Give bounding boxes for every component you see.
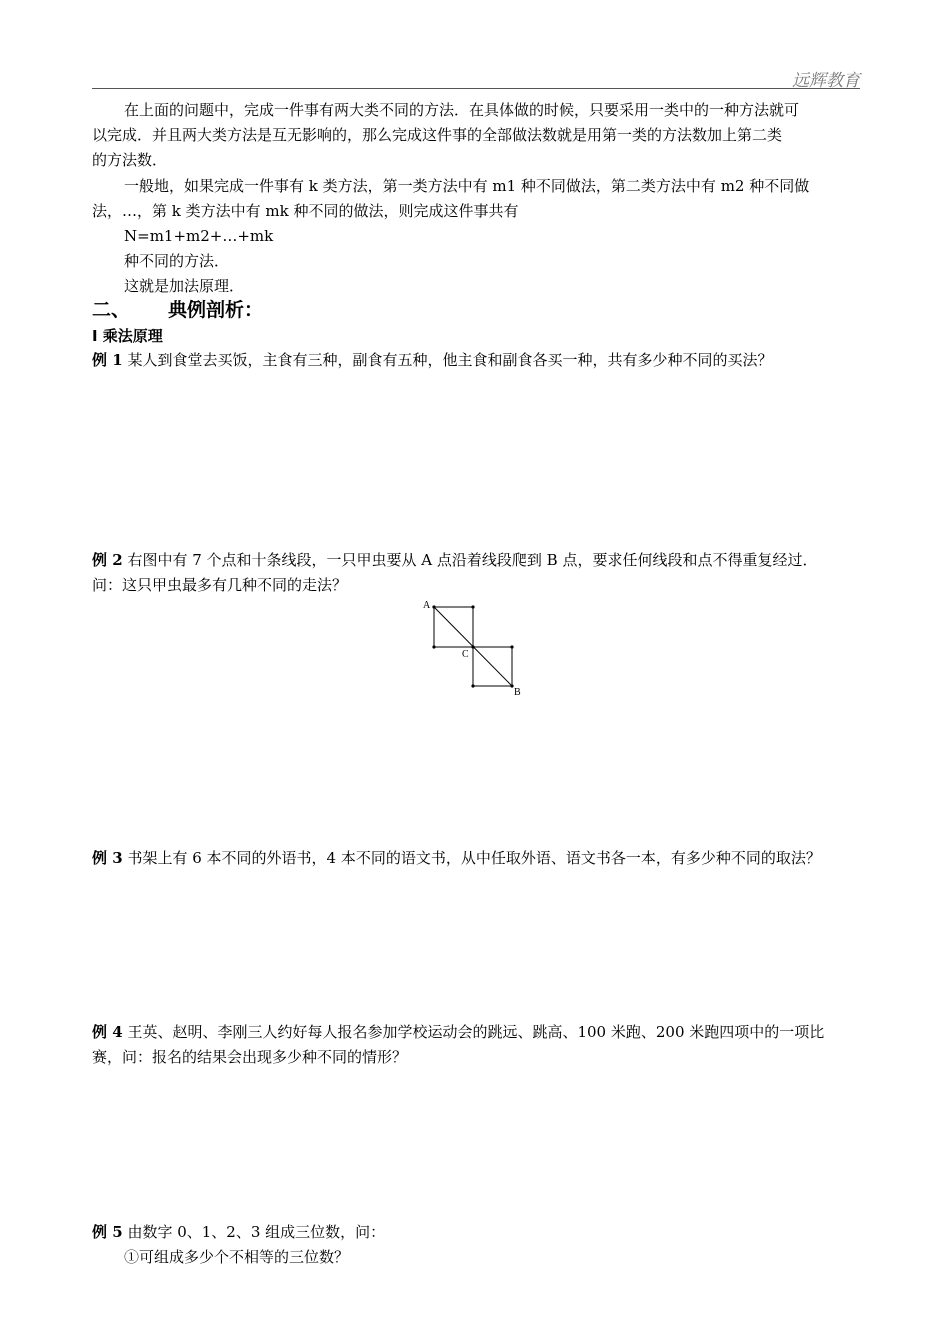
example-3 bbox=[92, 848, 860, 868]
example-5 bbox=[92, 1222, 860, 1242]
example-text: 王英、赵明、李刚三人约好每人报名参加学校运动会的跳远、跳高、100 米跑、200 米跑四项中的一项比 bbox=[127, 1023, 825, 1041]
label-c: C bbox=[462, 649, 469, 660]
example-1 bbox=[92, 350, 860, 370]
example-text: 由数字 0、1、2、3 组成三位数，问： bbox=[127, 1223, 386, 1241]
example-label: 例 3 bbox=[92, 849, 123, 867]
example-2 bbox=[92, 550, 860, 570]
point-dot bbox=[471, 605, 474, 608]
point-dot bbox=[510, 645, 513, 648]
example-label: 例 5 bbox=[92, 1223, 123, 1241]
example-4 bbox=[92, 1022, 860, 1042]
example-text: 问：这只甲虫最多有几种不同的走法？ bbox=[92, 576, 348, 594]
example-text: 书架上有 6 本不同的外语书，4 本不同的语文书，从中任取外语、语文书各一本，有多少种不同的取法？ bbox=[127, 849, 821, 867]
intro-line: 法，…，第 k 类方法中有 mk 种不同的做法，则完成这件事共有 bbox=[92, 202, 519, 220]
intro-line: 这就是加法原理． bbox=[124, 277, 245, 295]
point-dot bbox=[471, 684, 474, 687]
example-text: 某人到食堂去买饭，主食有三种，副食有五种，他主食和副食各买一种，共有多少种不同的买法？ bbox=[127, 351, 773, 369]
section-title bbox=[92, 298, 263, 322]
point-dot bbox=[432, 645, 435, 648]
section-number: 二、 bbox=[92, 299, 131, 321]
intro-line: 一般地，如果完成一件事有 k 类方法，第一类方法中有 m1 种不同做法，第二类方法中有 m2 种不同做 bbox=[124, 177, 810, 195]
intro-line: 以完成．并且两大类方法是互无影响的，那么完成这件事的全部做法数就是用第一类的方法数加上第二类 bbox=[92, 126, 783, 144]
label-a: A bbox=[423, 600, 431, 611]
intro-line: 种不同的方法． bbox=[124, 252, 230, 270]
formula: N=m1+m2+…+mk bbox=[124, 227, 274, 245]
section-heading: 典例剖析： bbox=[168, 299, 264, 321]
point-a-dot bbox=[432, 605, 435, 608]
subsection-title: Ⅰ 乘法原理 bbox=[92, 327, 163, 345]
example-text: 赛，问：报名的结果会出现多少种不同的情形？ bbox=[92, 1048, 408, 1066]
example-label: 例 4 bbox=[92, 1023, 123, 1041]
label-b: B bbox=[514, 687, 521, 698]
intro-line: 的方法数． bbox=[92, 151, 168, 169]
point-c-dot bbox=[471, 645, 474, 648]
page-header bbox=[92, 64, 860, 89]
path-figure bbox=[416, 596, 536, 700]
example-text: ①可组成多少个不相等的三位数？ bbox=[124, 1248, 350, 1266]
example-text: 右图中有 7 个点和十条线段，一只甲虫要从 A 点沿着线段爬到 B 点，要求任何线段和点不得重复经过． bbox=[127, 551, 818, 569]
intro-line: 在上面的问题中，完成一件事有两大类不同的方法．在具体做的时候，只要采用一类中的一种方法就可 bbox=[124, 101, 800, 119]
header-brand: 远辉教育 bbox=[792, 71, 860, 91]
example-label: 例 2 bbox=[92, 551, 123, 569]
example-label: 例 1 bbox=[92, 351, 123, 369]
